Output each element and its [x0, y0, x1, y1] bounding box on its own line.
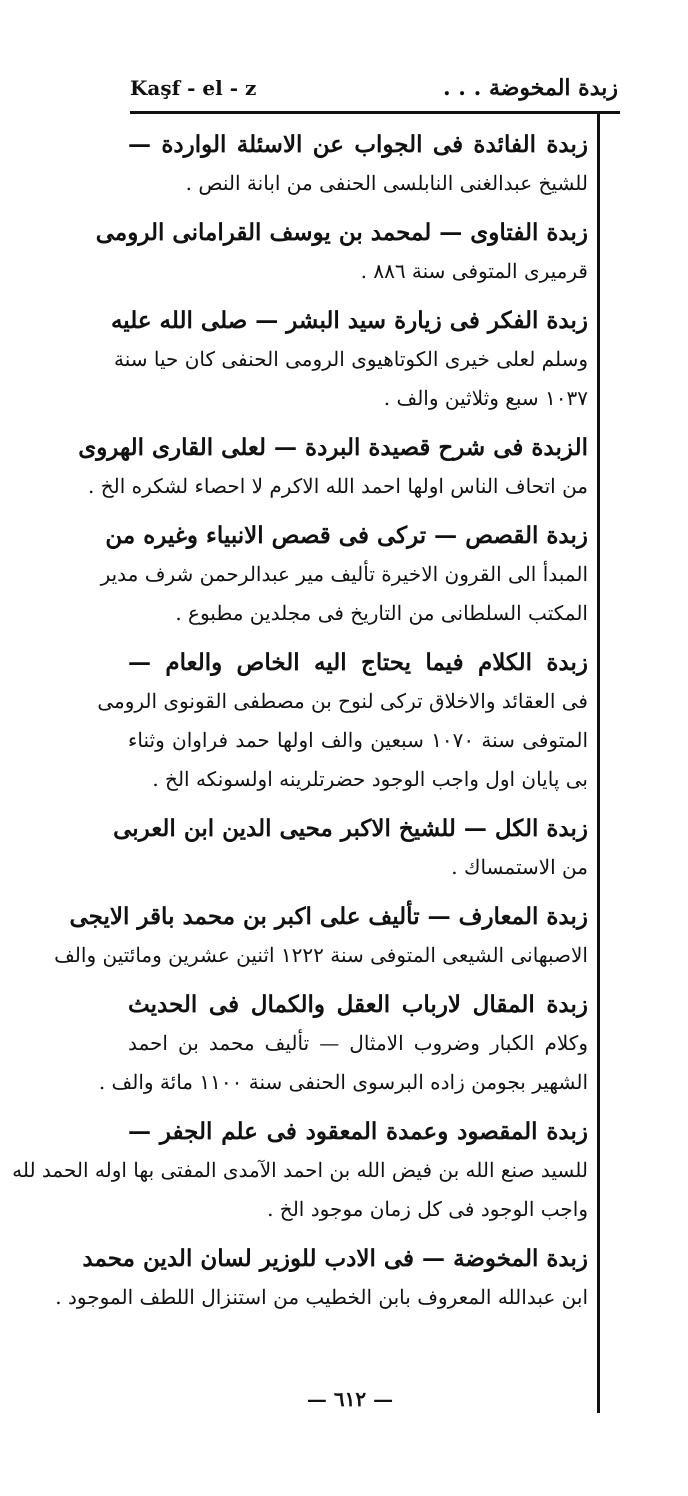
entry-separator: [128, 887, 588, 897]
entry-separator: [128, 506, 588, 516]
entry-title-line: زبدة الفتاوى — لمحمد بن يوسف القرامانى الرومى: [95, 219, 588, 246]
entry-text-line: من اتحاف الناس اولها احمد الله الاكرم لا احصاء لشكره الخ .: [88, 474, 588, 498]
entry-title-line: زبدة الفكر فى زيارة سيد البشر — صلى الله عليه: [110, 307, 588, 334]
entry-title-line: زبدة الكل — للشيخ الاكبر محيى الدين ابن العربى: [113, 815, 588, 842]
entry-text-line: من الاستمساك .: [451, 855, 588, 879]
running-code: Kaşf - el - z: [130, 76, 257, 100]
running-title: زبدة المخوضة . . .: [442, 75, 618, 101]
entry-separator: [128, 975, 588, 985]
entry-text-line: بى پايان اول واجب الوجود حضرتلرينه اولسونكه الخ .: [152, 767, 588, 791]
entry-text-line: واجب الوجود فى كل زمان موجود الخ .: [267, 1197, 588, 1221]
bibliography-entry: [98, 985, 588, 1102]
entry-title-line: زبدة المقال لارباب العقل والكمال فى الحديث: [128, 991, 588, 1018]
bibliography-entry: [12, 1112, 588, 1229]
entry-text-line: المتوفى سنة ١٠٧٠ سبعين والف اولها حمد فراوان وثناء: [128, 728, 588, 752]
entry-title-line: زبدة المعارف — تأليف على اكبر بن محمد باقر الايجى: [69, 903, 588, 930]
entry-separator: [128, 1102, 588, 1112]
entry-text-line: للسيد صنع الله بن فيض الله بن احمد الآمدى المفتى بها اوله الحمد لله: [12, 1158, 588, 1182]
entry-separator: [128, 291, 588, 301]
bibliography-entry: [95, 213, 588, 291]
bibliography-entry: [78, 428, 588, 506]
bibliography-entry: [128, 125, 588, 203]
bibliography-entry: [113, 809, 588, 887]
entries-column: [12, 125, 588, 1317]
entry-text-line: قرميرى المتوفى سنة ٨٨٦ .: [360, 259, 588, 283]
bibliography-entry: [54, 897, 588, 975]
entry-title-line: زبدة القصص — تركى فى قصص الانبياء وغيره من: [105, 522, 588, 549]
entry-separator: [128, 633, 588, 643]
entry-text-line: الاصبهانى الشيعى المتوفى سنة ١٢٢٢ اثنين عشرين ومائتين والف: [54, 943, 588, 967]
entry-separator: [128, 799, 588, 809]
bibliography-entry: [110, 301, 588, 418]
entry-text-line: فى العقائد والاخلاق تركى لنوح بن مصطفى القونوى الرومى: [97, 689, 588, 713]
header-rule: [130, 111, 620, 114]
bibliography-entry: [100, 516, 588, 633]
entry-title-line: زبدة الفائدة فى الجواب عن الاسئلة الواردة —: [128, 131, 588, 158]
entry-text-line: ابن عبدالله المعروف بابن الخطيب من استنزال اللطف الموجود .: [55, 1285, 588, 1309]
entry-title-line: زبدة الكلام فيما يحتاج اليه الخاص والعام —: [128, 649, 588, 676]
entry-text-line: وكلام الكبار وضروب الامثال — تأليف محمد بن احمد: [128, 1031, 588, 1055]
column-rule: [597, 113, 600, 1413]
entry-title-line: زبدة المقصود وعمدة المعقود فى علم الجفر —: [128, 1118, 588, 1145]
bibliography-entry: [97, 643, 588, 799]
entry-text-line: المكتب السلطانى من التاريخ فى مجلدين مطبوع .: [175, 601, 588, 625]
entry-separator: [128, 1229, 588, 1239]
entry-text-line: للشيخ عبدالغنى النابلسى الحنفى من ابانة النص .: [185, 171, 588, 195]
entry-text-line: الشهير بجومن زاده البرسوى الحنفى سنة ١١٠٠ مائة والف .: [98, 1070, 588, 1094]
entry-text-line: المبدأ الى القرون الاخيرة تأليف مير عبدالرحمن شرف مدير: [100, 562, 588, 586]
entry-separator: [128, 203, 588, 213]
page-number: — ٦١٢ —: [306, 1387, 394, 1411]
bibliography-entry: [55, 1239, 588, 1317]
entry-text-line: وسلم لعلى خيرى الكوتاهيوى الرومى الحنفى كان حيا سنة: [113, 347, 588, 371]
entry-text-line: ١٠٣٧ سبع وثلاثين والف .: [383, 386, 588, 410]
entry-title-line: زبدة المخوضة — فى الادب للوزير لسان الدين محمد: [82, 1245, 588, 1272]
running-header: [130, 68, 618, 108]
entry-separator: [128, 418, 588, 428]
entry-title-line: الزبدة فى شرح قصيدة البردة — لعلى القارى الهروى: [78, 434, 588, 461]
